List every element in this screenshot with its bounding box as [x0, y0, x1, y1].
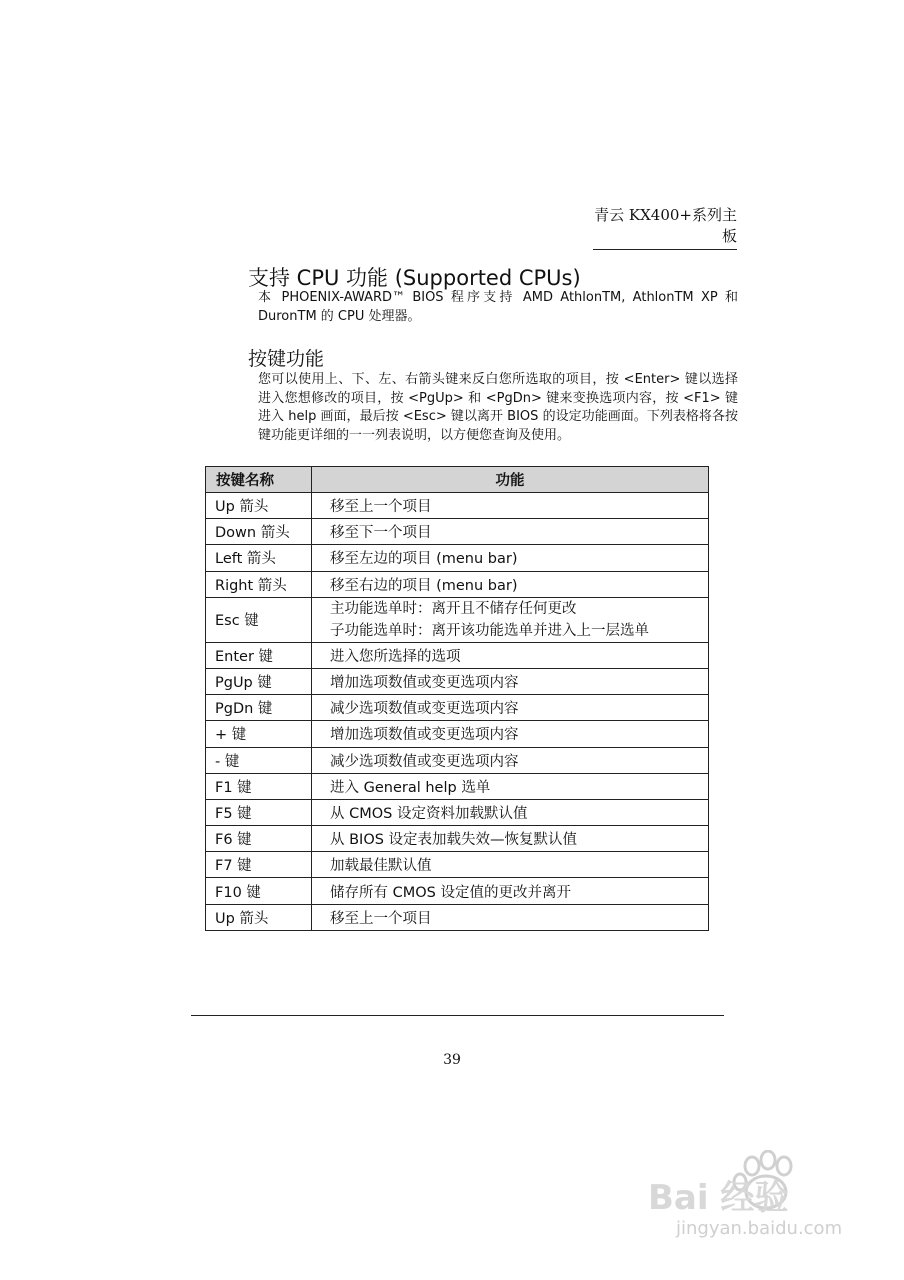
key-cell: F6 键 — [206, 826, 312, 852]
column-header-key: 按键名称 — [206, 467, 312, 493]
key-cell: PgUp 键 — [206, 668, 312, 694]
key-cell: Esc 键 — [206, 597, 312, 642]
footer-divider — [191, 1015, 724, 1016]
table-header-row — [206, 467, 709, 493]
table-row — [206, 597, 709, 642]
key-cell: Up 箭头 — [206, 904, 312, 930]
key-cell: Down 箭头 — [206, 519, 312, 545]
table-row — [206, 545, 709, 571]
table-row — [206, 799, 709, 825]
key-cell: PgDn 键 — [206, 695, 312, 721]
function-cell: 加载最佳默认值 — [312, 852, 709, 878]
function-line-main-menu: 主功能选单时：离开且不储存任何更改 — [330, 600, 577, 617]
function-cell: 储存所有 CMOS 设定值的更改并离开 — [312, 878, 709, 904]
function-cell: 减少选项数值或变更选项内容 — [312, 747, 709, 773]
table-row — [206, 571, 709, 597]
section-title-supported-cpus: 支持 CPU 功能 (Supported CPUs) — [248, 266, 581, 290]
table-row — [206, 878, 709, 904]
column-header-function: 功能 — [312, 467, 709, 493]
running-header: 青云 KX400+系列主板 — [593, 204, 737, 250]
function-cell: 从 BIOS 设定表加载失效—恢复默认值 — [312, 826, 709, 852]
table-row — [206, 519, 709, 545]
table-row — [206, 747, 709, 773]
table-row — [206, 668, 709, 694]
function-cell: 从 CMOS 设定资料加载默认值 — [312, 799, 709, 825]
key-cell: F7 键 — [206, 852, 312, 878]
table-row — [206, 695, 709, 721]
table-row — [206, 826, 709, 852]
watermark-url: jingyan.baidu.com — [676, 1218, 843, 1239]
function-cell: 增加选项数值或变更选项内容 — [312, 668, 709, 694]
table-row — [206, 721, 709, 747]
key-cell: Enter 键 — [206, 642, 312, 668]
function-cell: 减少选项数值或变更选项内容 — [312, 695, 709, 721]
table-row — [206, 904, 709, 930]
function-cell — [312, 597, 709, 642]
function-cell: 移至右边的项目 (menu bar) — [312, 571, 709, 597]
baidu-brand-watermark: Bai 经验 — [648, 1178, 789, 1218]
key-function-table — [205, 466, 709, 931]
key-cell: Up 箭头 — [206, 493, 312, 519]
key-cell: Right 箭头 — [206, 571, 312, 597]
key-cell: + 键 — [206, 721, 312, 747]
function-cell: 进入您所选择的选项 — [312, 642, 709, 668]
function-cell: 移至下一个项目 — [312, 519, 709, 545]
function-cell: 移至上一个项目 — [312, 904, 709, 930]
page-number: 39 — [443, 1052, 461, 1068]
section-paragraph-supported-cpus: 本 PHOENIX-AWARD™ BIOS 程序支持 AMD AthlonTM, AthlonTM XP 和 DuronTM 的 CPU 处理器。 — [258, 290, 738, 324]
section-title-key-functions: 按键功能 — [248, 348, 325, 370]
function-cell: 移至上一个项目 — [312, 493, 709, 519]
function-cell: 增加选项数值或变更选项内容 — [312, 721, 709, 747]
key-cell: Left 箭头 — [206, 545, 312, 571]
function-cell: 移至左边的项目 (menu bar) — [312, 545, 709, 571]
key-cell: F5 键 — [206, 799, 312, 825]
table-row — [206, 642, 709, 668]
table-row — [206, 493, 709, 519]
table-row — [206, 773, 709, 799]
key-cell: F10 键 — [206, 878, 312, 904]
table-row — [206, 852, 709, 878]
function-line-sub-menu: 子功能选单时：离开该功能选单并进入上一层选单 — [330, 622, 649, 639]
key-cell: - 键 — [206, 747, 312, 773]
section-paragraph-key-functions: 您可以使用上、下、左、右箭头键来反白您所选取的项目，按 <Enter> 键以选择进入您想修改的项目，按 <PgUp> 和 <PgDn> 键来变换选项内容，按 <F1> 键进入 help 画面，最后按 <Esc> 键以离开 BIOS 的设定功能画面。下列表格将各按键功能更详细的一一列表说明，以方便您查询及使用。 — [258, 372, 738, 443]
function-cell: 进入 General help 选单 — [312, 773, 709, 799]
key-cell: F1 键 — [206, 773, 312, 799]
